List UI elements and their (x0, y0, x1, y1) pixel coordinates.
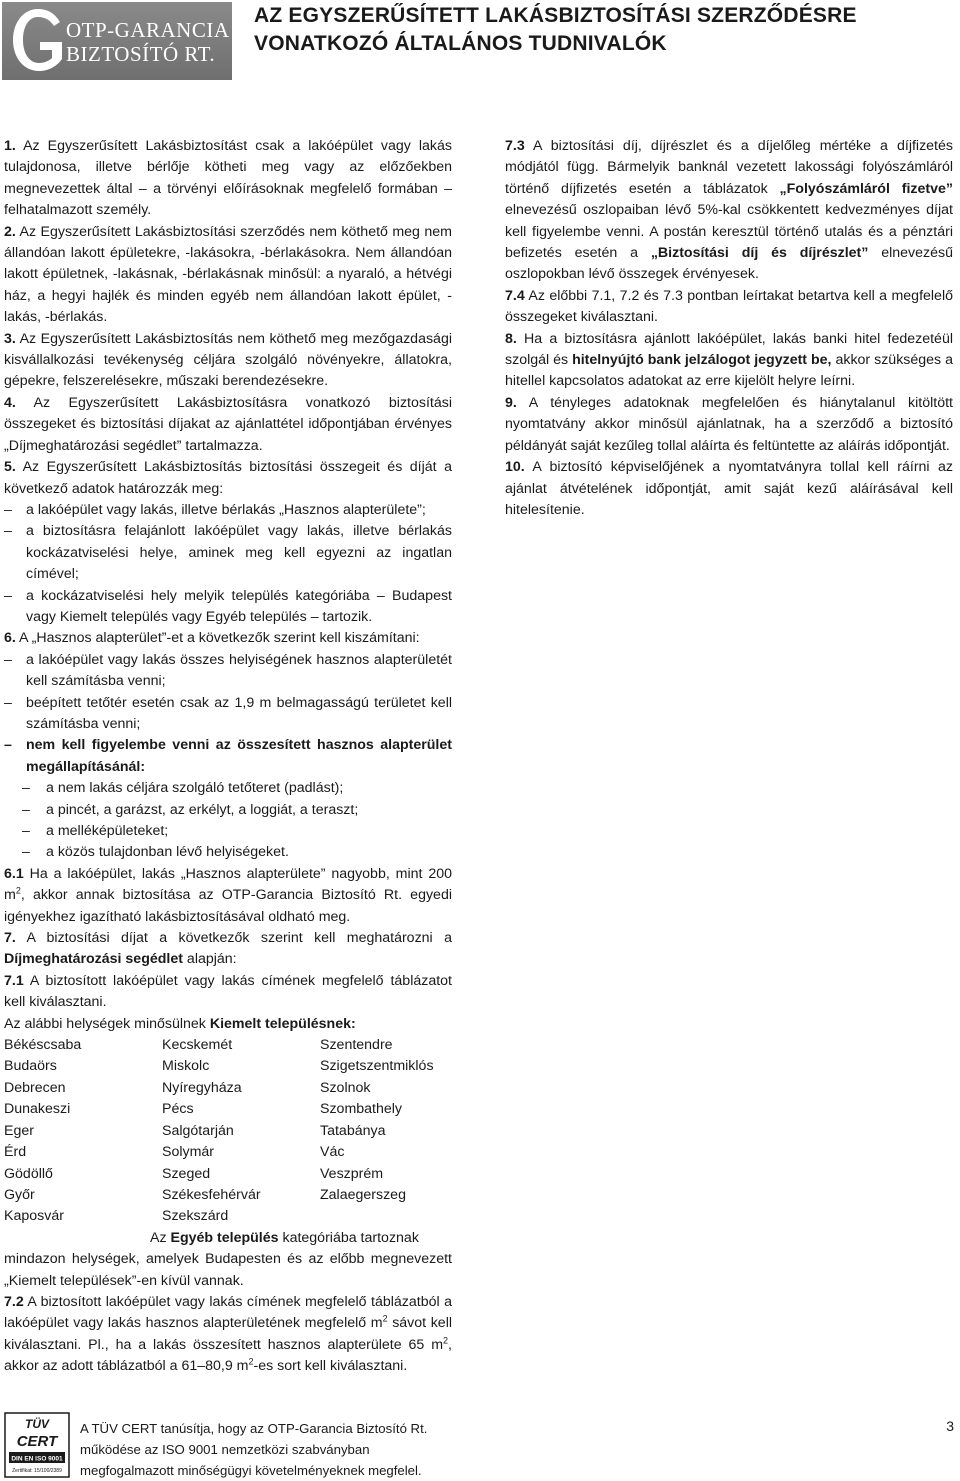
city-cell: Tatabánya (320, 1122, 386, 1139)
section-number: 7.1 (4, 972, 24, 989)
section-3 (4, 329, 452, 393)
section-6 (4, 628, 452, 649)
page-title (254, 2, 857, 58)
egyeb-telepules-text: mindazon helységek, amelyek Budapesten és az előbb megnevezett „Kiemelt települések”-en kívül vannak. (4, 1251, 452, 1289)
city-cell: Kecskemét (162, 1037, 233, 1054)
list-item: – a kockázatviselési hely melyik település kategóriába – Budapest vagy Kiemelt település vagy Egyéb település – tartozik. (4, 587, 452, 625)
city-cell: Vác (320, 1144, 345, 1161)
city-cell: Szeged (162, 1165, 211, 1182)
tuv-cert-seal-icon (4, 1412, 70, 1478)
section-number: 6.1 (4, 865, 24, 882)
sub-list-item: – a pincét, a garázst, az erkélyt, a loggiát, a teraszt; (22, 801, 359, 818)
city-cell: Kaposvár (4, 1208, 64, 1225)
section-text: A „Hasznos alapterület”-et a következők szerint kell kiszámítani: (19, 630, 420, 647)
section-text: Az Egyszerűsített Lakásbiztosítás nem köthető meg mezőgazdasági kisvállalkozási tevékenység céljára szolgáló növényekre, állatokra, gépekre, felszerelésekre, műszaki berendezésekre. (4, 330, 452, 390)
section-7: 7. A biztosítási díjat a következők szerint kell meghatározni a Díjmeghatározási segédlet alapján: (4, 930, 452, 968)
section-7-4: 7.4 Az előbbi 7.1, 7.2 és 7.3 pontban leírtakat betartva kell a megfelelő összegeket kiválasztani. (505, 287, 953, 326)
section-number: 5. (4, 459, 16, 476)
section-number: 4. (4, 394, 16, 411)
left-column (4, 136, 452, 1378)
list-item: – a lakóépület vagy lakás, illetve bérlakás „Hasznos alapterülete”; (4, 501, 426, 518)
city-cell: Szekszárd (162, 1208, 229, 1225)
sub-list-item: – a melléképületeket; (22, 823, 169, 839)
city-cell: Miskolc (162, 1058, 210, 1075)
section-7-2: 7.2 A biztosított lakóépület vagy lakás címének megfelelő táblázatból a lakóépület vagy lakás hasznos alapterületének megfelelő $m^2$ sávot kell kiválasztani. Pl., ha a lakás összesített hasznos alapterülete 65 $m^2$, akkor az adott táblázatból a 61–80,9 $m^2-es$ sort kell kiválasztani. (4, 1293, 452, 1375)
section-9: 9. A tényleges adatoknak megfelelően és hiánytalanul kitöltött nyomtatvány akkor minősül ajánlatnak, ha a szerződő a biztosító példányát saját kezűleg tollal aláírta és feltüntette az aláírás időpontját. (505, 394, 953, 454)
section-number: 10. (505, 459, 525, 476)
city-cell: Érd (4, 1144, 27, 1161)
section-4 (4, 393, 452, 457)
city-cell: Szigetszentmiklós (320, 1058, 434, 1075)
section-text: Az Egyszerűsített Lakásbiztosítási szerződés nem köthető meg nem állandóan lakott épületekre, -lakásokra, -bérlakásokra. Nem állandóan lakott épületnek, -lakásnak, -bérlakásnak minősül: a nyaraló, a hétvégi ház, a hegyi hajlék és minden egyéb nem állandóan lakott épület, -lakás, -bérlakás. (4, 223, 452, 326)
page-header (0, 0, 960, 86)
city-cell: Pécs (162, 1101, 194, 1118)
kiemelt-intro: Az alábbi helységek minősülnek Kiemelt településnek: (4, 1015, 356, 1032)
list-item: – a biztosításra felajánlott lakóépület vagy lakás, illetve bérlakás kockázatviselési helye, aminek meg kell egyezni az ingatlan címével; (4, 523, 452, 583)
section-number: 6. (4, 630, 16, 647)
city-cell: Nyíregyháza (162, 1079, 242, 1096)
city-cell: Győr (4, 1186, 35, 1203)
footer-line1: A TÜV CERT tanúsítja, hogy az OTP-Garancia Biztosító Rt. (80, 1421, 428, 1436)
logo-g-emblem-icon (8, 4, 70, 76)
city-cell: Szolnok (320, 1079, 371, 1096)
section-1 (4, 136, 452, 222)
city-cell: Eger (4, 1122, 34, 1139)
section-2 (4, 222, 452, 329)
section-number: 8. (505, 330, 517, 347)
city-cell: Solymár (162, 1144, 215, 1161)
list-item: – a lakóépület vagy lakás összes helyiségének hasznos alapterületét kell számításba venni; (4, 651, 452, 690)
city-cell: Veszprém (320, 1165, 384, 1182)
section-number: 7.3 (505, 138, 525, 154)
logo-line2: BIZTOSÍTÓ RT. (66, 42, 216, 66)
cert-label: CERT (16, 1433, 58, 1450)
section-number: 7. (4, 930, 16, 947)
city-cell (320, 1206, 452, 1227)
page-footer (0, 1412, 960, 1480)
city-cell: Szombathely (320, 1101, 403, 1118)
city-cell: Dunakeszi (4, 1101, 71, 1118)
egyeb-telepules-heading: Az Egyéb település kategóriába tartoznak (150, 1229, 419, 1246)
kiemelt-cities-table (4, 1035, 452, 1228)
right-column (505, 136, 953, 521)
tuv-label: TÜV (25, 1417, 49, 1431)
sub-list-item: – a nem lakás céljára szolgáló tetőteret (padlást); (22, 780, 344, 797)
city-cell: Salgótarján (162, 1122, 234, 1139)
footer-line3: megfogalmazott minőségügyi követelményeknek megfelel. (80, 1463, 422, 1478)
page-number: 3 (946, 1418, 954, 1434)
certification-text (80, 1418, 427, 1481)
section-number: 7.2 (4, 1293, 24, 1310)
city-cell: Zalaegerszeg (320, 1186, 406, 1203)
section-7-1: 7.1 A biztosított lakóépület vagy lakás címének megfelelő táblázatot kell kiválasztani. (4, 972, 452, 1011)
company-logo (2, 2, 232, 80)
section-text: Az Egyszerűsített Lakásbiztosítást csak a lakóépület vagy lakás tulajdonosa, illetve bérlője kötheti meg vagy az előzőekben megnevezettek által – a törvényi előírásoknak megfelelő formában – felhatalmazott személy. (4, 138, 452, 219)
section-6-1: 6.1 Ha a lakóépület, lakás „Hasznos alapterülete” nagyobb, mint 200 $m^2$, akkor annak biztosítása az OTP-Garancia Biztosító Rt. egyedi igényekhez igazítható lakásbiztosításával oldható meg. (4, 865, 452, 925)
section-text: Az Egyszerűsített Lakásbiztosításra vonatkozó biztosítási összegeket és biztosítási díjakat az ajánlattétel időpontjában érvényes „Díjmeghatározási segédlet” tartalmazza. (4, 394, 452, 454)
list-item: – beépített tetőtér esetén csak az 1,9 m belmagasságú területet kell számításba venni; (4, 694, 452, 732)
section-number: 3. (4, 330, 16, 347)
city-cell: Székesfehérvár (162, 1186, 261, 1203)
section-7-3: 7.3 A biztosítási díj, díjrészlet és a díjelőleg mértéke a díjfizetés módjától függ. Bármelyik banknál vezetett lakossági folyószámláról történő díjfizetés esetén a táblázatok „Folyószámláról fizetve” elnevezésű oszlopaiban lévő 5%-kal csökkentett kedvezményes díjat kell figyelembe venni. A postán keresztül történő utalás és a pénztári befizetés esetén a „Biztosítási díj és díjrészlet” elnevezésű oszlopokban lévő összegek érvényesek. (505, 138, 953, 283)
city-cell: Békéscsaba (4, 1037, 82, 1054)
list-item-bold: – nem kell figyelembe venni az összesített hasznos alapterület megállapításánál: (4, 737, 452, 775)
city-cell: Szentendre (320, 1037, 393, 1054)
city-cell: Debrecen (4, 1079, 66, 1096)
title-line2: VONATKOZÓ ÁLTALÁNOS TUDNIVALÓK (254, 32, 667, 55)
footer-line2: működése az ISO 9001 nemzetközi szabványban (80, 1442, 370, 1457)
section-text: Az Egyszerűsített Lakásbiztosítás biztosítási összegeit és díját a következő adatok határozzák meg: (4, 459, 452, 497)
sub-list-item: – a közös tulajdonban lévő helyiségeket. (22, 844, 289, 861)
section-10: 10. A biztosító képviselőjének a nyomtatványra tollal kell ráírni az ajánlat átvételének időpontját, amit saját kezű aláírásával kell hitelesítenie. (505, 459, 953, 518)
section-8: 8. Ha a biztosításra ajánlott lakóépület, lakás banki hitel fedezetéül szolgál és hitelnyújtó bank jelzálogot jegyzett be, akkor szükséges a hitellel kapcsolatos adatokat az erre kijelölt helyre leírni. (505, 330, 953, 390)
section-number: 7.4 (505, 287, 525, 304)
city-cell: Budaörs (4, 1058, 57, 1075)
section-number: 1. (4, 138, 16, 154)
iso-standard-label: DIN EN ISO 9001 (11, 1455, 63, 1463)
cert-number: Zertifikat: 15/100/2389 (12, 1468, 62, 1474)
title-line1: AZ EGYSZERŰSÍTETT LAKÁSBIZTOSÍTÁSI SZERZŐDÉSRE (254, 4, 857, 27)
section-number: 9. (505, 394, 517, 411)
section-5 (4, 457, 452, 500)
logo-line1: OTP-GARANCIA (66, 18, 230, 42)
section-number: 2. (4, 223, 16, 240)
city-cell: Gödöllő (4, 1165, 53, 1182)
